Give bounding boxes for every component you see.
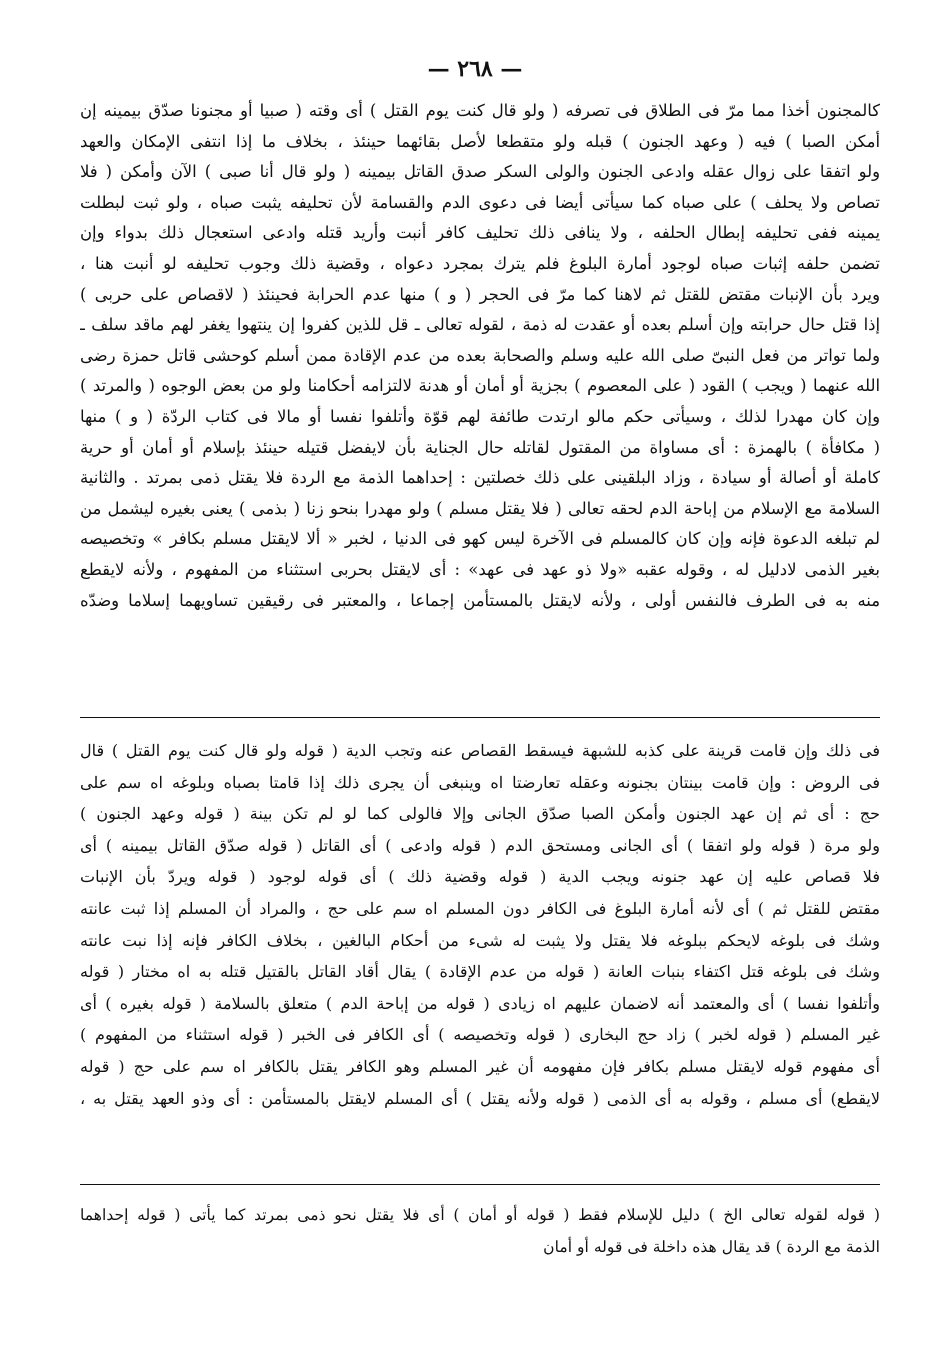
text-line: ويرد بأن الإنبات مقتض للقتل ثم لاهنا كما مرّ فى الحجر ( و ) منها عدم الحرابة فحينئذ ( لاقصاص على حربى ) [80, 284, 880, 304]
text-line: لم تبلغه الدعوة فإنه وإن كان كالمسلم فى الآخرة ليس كهو فى الدنيا ، لخبر « ألا لايقتل مسلم بكافر » وتخصيصه [80, 529, 880, 549]
text-line: السلامة مع الإسلام من إباحة الدم لحقه تعالى ( فلا يقتل مسلم ) ولو مهدرا بنحو زنا ( بذمى ) يعنى بغيره ليشمل من [80, 498, 880, 518]
note-line: فى الروض : وإن قامت بينتان بجنونه وعقله تعارضتا اه وينبغى أن يجرى ذلك إذا قامتا بصباه وبلوغه اه سم على [80, 772, 880, 792]
text-line: تصاص ولا يحلف ) على صباه كما سيأتى أيضا فى دعوى الدم والقسامة لأن تحليفه يثبت صباه ، ولو ثبت لبطلت [80, 192, 880, 212]
note-line: وشك فى بلوغه قتل اكتفاء بنبات العانة ( قوله من عدم الإقادة ) يقال أقاد القاتل بالقتيل قتله به اه مختار ( قوله [80, 962, 880, 982]
text-line: كالمجنون أخذا مما مرّ فى الطلاق فى تصرفه ( ولو قال كنت يوم القتل ) أى وقته ( صبيا أو مجنونا صدّق بيمينه إن [80, 101, 880, 120]
main-text [80, 96, 880, 616]
note-line: حج : أى ثم إن عهد الجنون وأمكن الصبا صدّق الجانى وإلا فالولى كما لو لم تكن بينة ( قوله وعهد الجنون ) [80, 804, 880, 824]
note-line: فلا قصاص عليه إن عهد جنونه ويجب الدية ( قوله وقضية ذلك ) أى قوله لوجود ( قوله ويردّ بأن الإنبات [80, 867, 880, 887]
note-line: ولو مرة ( قوله ولو اتفقا ) أى الجانى ومستحق الدم ( قوله وادعى ) أى القاتل ( قوله صدّق القاتل بيمينه ) أى [80, 835, 880, 855]
text-line: وإن كان مهدرا لذلك ، وسيأتى حكم مالو ارتدت طائفة لهم قوّة وأتلفوا نفسا أو مالا فى كتاب الردّة ( و ) منها [80, 406, 880, 426]
text-line: تضمن حلفه إثبات صباه لوجود أمارة البلوغ فلم يترك بمجرد دعواه ، وقضية ذلك وجوب تحليفه لو أنبت هنا ، [80, 253, 880, 273]
text-line: ولو اتفقا على زوال عقله وادعى الجنون والولى السكر صدق القاتل بيمينه ( ولو قال أنا صبى ) الآن وأمكن ( فلا [80, 162, 880, 182]
note-line: أى مفهوم قوله لايقتل مسلم بكافر فإن مفهومه أن غير المسلم وهو الكافر يقتل بالكافر اه سم على حج ( قوله [80, 1056, 880, 1076]
text-line: ولما تواتر من فعل النبىّ صلى الله عليه وسلم والصحابة بعده من عدم الإقادة ممن أسلم كوحشى قاتل حمزة رضى [80, 345, 880, 365]
note-line: مقتض للقتل ثم ) أى لأنه أمارة البلوغ فى الكافر دون المسلم اه سم على حج ، والمراد أن المسلم إذا ثبت عانته [80, 898, 880, 918]
text-line: بغير الذمى لادليل له ، وقوله عقبه «ولا ذو عهد فى عهد» : أى لايقتل بحربى استثناء من المفهوم ، ولأنه لايقطع [80, 559, 880, 579]
commentary-notes [80, 735, 880, 1114]
page-number: — ٢٦٨ — [427, 56, 523, 82]
note-line: ( قوله لقوله تعالى الخ ) دليل للإسلام فقط ( قوله أو أمان ) أى فلا يقتل نحو ذمى بمرتد كما يأتى ( قوله إحداهما [80, 1206, 880, 1224]
text-line: كاملة أو أصالة أو سيادة ، وزاد البلقينى على ذلك خصلتين : إحداهما الذمة مع الردة فلا يقتل ذمى بمرتد . والثانية [80, 468, 880, 488]
section-divider [80, 1184, 880, 1185]
text-line: يمينه ففى تحليفه إبطال الحلفه ، ولا ينافى ذلك تحليف كافر أنبت وأريد قتله وادعى استعجال ذلك بدواء وإن [80, 223, 880, 243]
note-line: وشك فى بلوغه لايحكم ببلوغه فلا يقتل ولا يثبت له شىء من أحكام البالغين ، بخلاف الكافر فإنه إذا نبت عانته [80, 930, 880, 950]
section-divider [80, 717, 880, 718]
note-line: وأتلفوا نفسا ) أى والمعتمد أنه لاضمان عليهم اه زيادى ( قوله من إباحة الدم ) متعلق بالسلامة ( قوله بغيره ) أى [80, 993, 880, 1013]
note-line: لايقطع) أى مسلم ، وقوله به أى الذمى ( قوله ولأنه يقتل ) أى المسلم لايقتل بالمستأمن : أى وذو العهد يقتل به ، [80, 1088, 880, 1108]
note-line: فى ذلك وإن قامت قرينة على كذبه للشبهة فيسقط القصاص عنه وتجب الدية ( قوله ولو قال كنت يوم القتل ) قال [80, 741, 880, 760]
text-line: إذا قتل حال حرابته وإن أسلم بعده أو عقدت له ذمة ، لقوله تعالى ـ قل للذين كفروا إن ينتهوا يغفر لهم ماقد سلف ـ [80, 315, 880, 335]
text-line: منه به فى الطرف فالنفس أولى ، ولأنه لايقتل بالمستأمن إجماعا ، والمعتبر فى رقيقين تساويهما إسلاما وضدّه [80, 590, 880, 610]
text-line: أمكن الصبا ) فيه ( وعهد الجنون ) قبله ولو متقطعا لأصل بقائهما حينئذ ، بخلاف ما إذا انتفى الإمكان والعهد [80, 131, 880, 151]
note-line: غير المسلم ( قوله لخبر ) زاد حج البخارى ( قوله وتخصيصه ) أى الكافر فى الخبر ( قوله استثناء من المفهوم ) [80, 1025, 880, 1045]
second-commentary-notes [80, 1200, 880, 1263]
note-line: الذمة مع الردة ) قد يقال هذه داخلة فى قوله أو أمان [543, 1237, 880, 1256]
text-line: ( مكافأة ) بالهمزة : أى مساواة من المقتول لقاتله حال الجناية بأن لايفضل قتيله حينئذ بإسلام أو أمان أو حرية [80, 437, 880, 457]
text-line: الله عنهما ( ويجب ) القود ( على المعصوم ) بجزية أو أمان أو هدنة لالتزامه أحكامنا ولو من بعض الوجوه ( والمرتد ) [80, 376, 880, 396]
